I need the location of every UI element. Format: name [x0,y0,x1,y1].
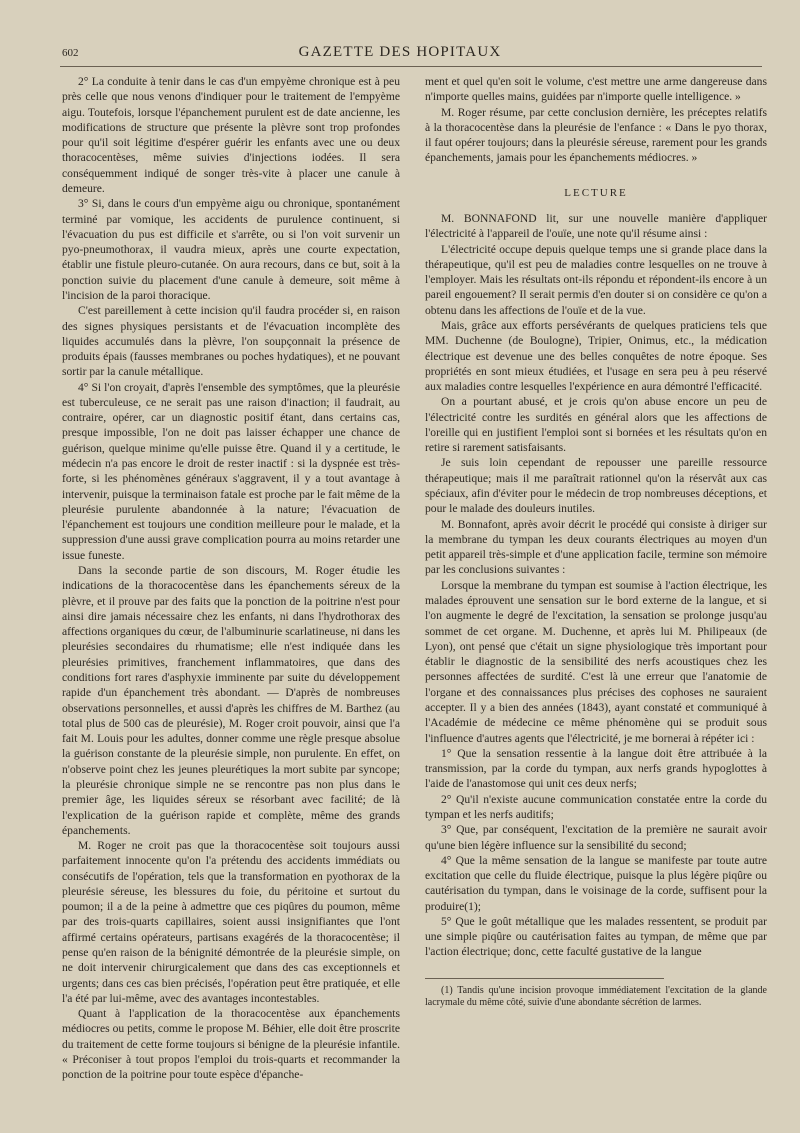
paragraph: Mais, grâce aux efforts persévérants de quelques praticiens tels que MM. Duchenne (de Boulogne), Tripier, Onimus, etc., la médication électrique est devenue une des belles conquêtes de notre époque. Ses propriétés en sont mieux étudiées, et l'usage en sera peu à peu réservé aux maladies contre lesquelles l'expérience en aura démontré l'efficacité. [425,318,767,394]
paragraph-continued: ment et quel qu'en soit le volume, c'est mettre une arme dangereuse dans n'importe quelles mains, guidées par n'importe quelle intelligence. » [425,75,767,104]
author-name: M. BONNAFOND [441,211,537,225]
left-column [62,74,400,1083]
paragraph: M. Bonnafont, après avoir décrit le procédé qui consiste à diriger sur la membrane du tympan les deux courants électriques au moyen d'un petit appareil très-simple et d'une application facile, termine son mémoire par les conclusions suivantes : [425,517,767,577]
conclusion-item: 1° Que la sensation ressentie à la langue doit être attribuée à la transmission, par la corde du tympan, aux nerfs grands hypoglottes à l'aide de l'anastomose qui unit ces deux nerfs; [425,746,767,791]
right-column [425,74,767,1010]
paragraph: Dans la seconde partie de son discours, M. Roger étudie les indications de la thoracocentèse dans les épanchements séreux de la plèvre, et il prouve par des faits que la ponction de la poitrine n'est pour ainsi dire jamais nécessaire chez les enfants, ni dans l'hydrothorax des affections organiques du cœur, de l'albuminurie scarlatineuse, ni dans les pleurésies secondaires du rhumatisme; elle n'est indiquée dans les pleurésies primitives, franchement inflammatoires, que dans des conditions fort rares d'asphyxie imminente par suite du développement rapide d'un épanchement très abondant. — D'après de nombreuses observations personnelles, et aussi d'après les chiffres de M. Barthez (au total plus de 500 cas de pleurésie), M. Roger croit pouvoir, ainsi que l'a fait M. Louis pour les adultes, donner comme une règle presque absolue la guérison constante de la pleurésie simple, non purulente. En effet, on n'observe point chez les jeunes pleurétiques la mort subite par syncope; la pleurésie chronique simple ne se rencontre pas non plus dans le premier âge, les liquides séreux se résorbant avec facilité; de là l'explication de la guérison rapide et complète, même des grands épanchements. [62,564,400,837]
page-number: 602 [62,47,79,59]
footnote: (1) Tandis qu'une incision provoque immédiatement l'excitation de la glande lacrymale du même côté, suivie d'une abondante sécrétion de larmes. [425,984,767,1009]
paragraph: Lorsque la membrane du tympan est soumise à l'action électrique, les malades éprouvent une sensation sur le bord externe de la langue, et si l'on augmente le degré de l'excitation, la sensation se prolonge jusqu'au sommet de cet organe. M. Duchenne, et après lui M. Philipeaux (de Lyon), ont pensé que c'était un signe physiologique très important pour établir le diagnostic de la sensibilité des nerfs acoustiques chez les personnes affectées de surdité. C'est là une erreur que l'anatomie de l'organe et des connaissances plus précises des cophoses ne sauraient accepter. Il y a bien des années (1843), ayant constaté et communiqué à l'Académie de médecine ce même phénomène qui se produit sous l'influence d'autres agents que l'électricité, je me bornerai à répéter ici : [425,578,767,745]
paragraph: M. Roger ne croit pas que la thoracocentèse soit toujours aussi parfaitement innocente qu'on l'a prétendu des accidents immédiats ou consécutifs de l'opération, tels que la transformation en pyothorax de la pleurésie séreuse, les blessures du foie, du péritoine et surtout du poumon; il a de la peine à admettre que ces piqûres du poumon, même par des trois-quarts capillaires, soient aussi insignifiantes que l'ont affirmé certains opérateurs, partisans exagérés de la thoracocentèse; il pense qu'en raison de la bénignité démontrée de la pleurésie simple, on ne doit intervenir chirurgicalement que dans des cas exceptionnels et urgents; dans ces cas bien précisés, l'opération peut être pratiquée, et elle l'a été par lui-même, avec des avantages incontestables. [62,839,400,1005]
conclusion-item: 3° Que, par conséquent, l'excitation de la première ne saurait avoir qu'une bien légère influence sur la sensibilité du second; [425,823,767,852]
intro-text: lit, sur une nouvelle manière d'appliquer l'électricité à l'appareil de l'ouïe, une note qu'il résume ainsi : [425,211,767,241]
paragraph: 4° Si l'on croyait, d'après l'ensemble des symptômes, que la pleurésie est tuberculeuse, ce ne serait pas une raison d'inaction; il faudrait, au contraire, opérer, car un diagnostic positif étant, dans certains cas, presque impossible, l'on ne doit pas laisser échapper une chance de guérison, quelque minime qu'elle puisse être. Quand il y a certitude, le médecin n'a pas encore le droit de rester inactif : si la dyspnée est très-forte, si les phénomènes généraux s'aggravent, il y a tout avantage à intervenir, puisque la terminaison fatale est proche par le fait même de la pleurésie purulente abandonnée à la nature; l'évacuation de l'épanchement est toujours une condition meilleure pour le malade, et la suppression d'une aussi grave complication pourra au moins retarder une issue funeste. [62,380,400,562]
paragraph: L'électricité occupe depuis quelque temps une si grande place dans la thérapeutique, qu'il est peu de maladies contre lesquelles on ne trouve à l'employer. Mais les résultats ont-ils répondu et répondent-ils encore à un pareil engouement? Il serait permis d'en douter si on considère ce qu'on a obtenu dans les affections de l'ouïe et de la vue. [425,242,767,317]
paragraph: C'est pareillement à cette incision qu'il faudra procéder si, en raison des signes physiques persistants et de l'évacuation incomplète des liquides accumulés dans la plèvre, l'on soupçonnait la présence de produits épais (fausses membranes ou poches hydatiques), et ne pouvant sortir par la canule métallique. [62,304,400,379]
conclusion-item: 5° Que le goût métallique que les malades ressentent, se produit par une simple piqûre ou cautérisation faites au tympan, de même que par l'action électrique; donc, cette faculté gustative de la langue [425,914,767,959]
lecture-intro [425,211,767,242]
conclusion-item: 4° Que la même sensation de la langue se manifeste par toute autre excitation que celle du fluide électrique, puisque la plus légère piqûre ou cautérisation du tympan, dans le voisinage de la corde, suffisent pour la produire(1); [425,853,767,913]
journal-title: GAZETTE DES HOPITAUX [298,44,502,60]
paragraph: Je suis loin cependant de repousser une pareille ressource thérapeutique; mais il me paraîtrait rationnel qu'on la réservât aux cas spéciaux, afin d'éviter pour le médecin de trop nombreuses déceptions, et pour le malade des douleurs inutiles. [425,456,767,516]
paragraph: On a pourtant abusé, et je crois qu'on abuse encore un peu de l'électricité contre les surdités en général alors que les affections de l'oreille qui en justifient l'emploi sont si bornées et les résultats qu'on en retire si rarement satisfaisants. [425,395,767,455]
paragraph: 2° La conduite à tenir dans le cas d'un empyème chronique est à peu près celle que nous venons d'indiquer pour le traitement de l'empyème aigu. Toutefois, lorsque l'épanchement purulent est de date ancienne, les modifications de structure que présente la plèvre sont trop profondes pour qu'il soit légitime d'espérer guérir les enfants avec une ou deux thoracocentèses, même suivies d'injections iodées. Il sera conséquemment indiqué de songer très-vite à placer une canule à demeure. [62,75,400,195]
paragraph: 3° Si, dans le cours d'un empyème aigu ou chronique, spontanément terminé par vomique, les accidents de purulence continuent, si l'évacuation du pus est difficile et s'arrête, ou si l'on voit survenir un pyo-pneumothorax, il vaudra mieux, après une courte expectation, établir une fistule pleuro-cutanée. On aura recours, dans ce but, soit à la ponction suivie du placement d'une canule à demeure, soit même à l'incision de la paroi thoracique. [62,197,400,302]
conclusion-item: 2° Qu'il n'existe aucune communication constatée entre la corde du tympan et les nerfs auditifs; [425,792,767,821]
paragraph: M. Roger résume, par cette conclusion dernière, les préceptes relatifs à la thoracocentèse dans la pleurésie de l'enfance : « Dans le pyo thorax, il faut opérer toujours; dans la pleurésie séreuse, rarement pour les grands épanchements, jamais pour les épanchements médiocres. » [425,105,767,165]
footnote-rule [425,978,664,979]
paragraph: Quant à l'application de la thoracocentèse aux épanchements médiocres ou petits, comme le propose M. Béhier, elle doit être proscrite du traitement de cette forme toujours si bénigne de la pleurésie infantile. « Préconiser à tout propos l'emploi du trois-quarts et recommander la ponction de la poitrine pour toute espèce d'épanche- [62,1007,400,1082]
header-rule [60,66,762,67]
section-heading: LECTURE [564,186,628,199]
page-header [0,0,800,66]
